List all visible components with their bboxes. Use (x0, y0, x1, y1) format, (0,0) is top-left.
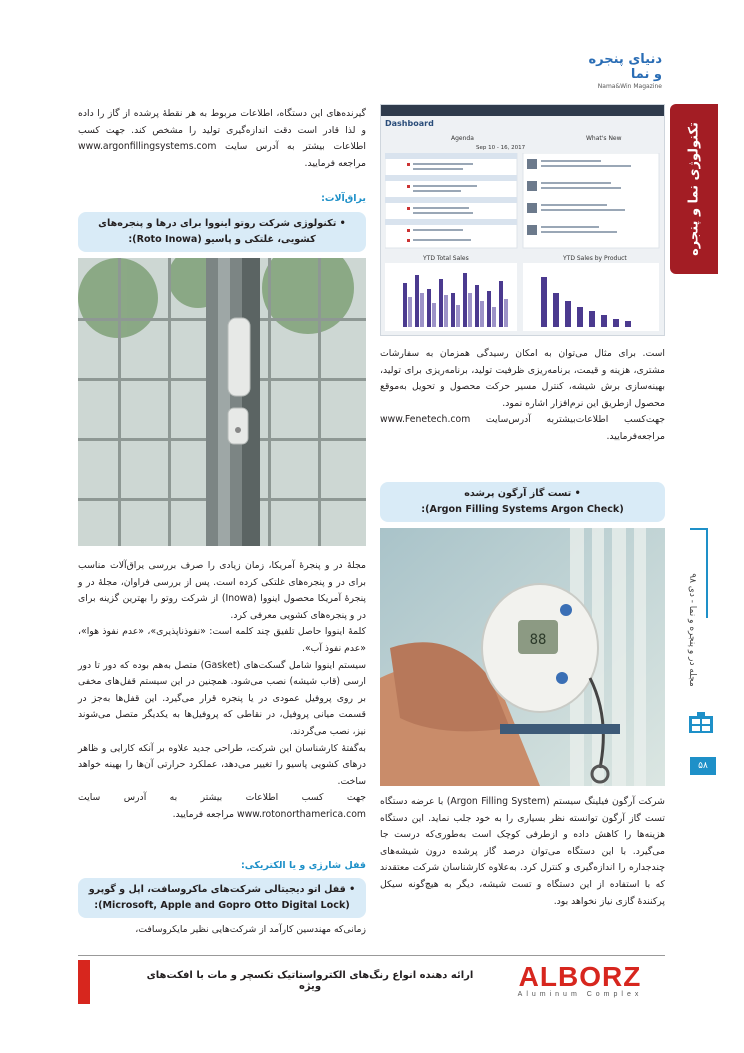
dashboard-agenda-label: Agenda (451, 135, 474, 142)
magazine-logo-en: Nama&Win Magazine (597, 83, 662, 90)
footer-divider (78, 955, 665, 956)
paragraph-roto-2: کلمهٔ اینووا حاصل تلفیق چند کلمه است: «نفوذناپذیری»، «عدم نفوذ هوا»، «عدم نفوذ آب». (78, 626, 366, 654)
paragraph-roto-link: جهت کسب اطلاعات بیشتر به آدرس سایت www.rotonorthamerica.com مراجعه فرمایید. (78, 792, 366, 820)
magazine-logo (586, 52, 662, 90)
alborz-side-mark (78, 960, 90, 1004)
paragraph-roto-4: به‌گفتهٔ کارشناسان این شرکت، طراحی جدید علاوه بر آنکه کارایی و ظاهر درهای کشویی پاسیو را تغییر می‌دهد، عملکرد حرارتی آن‌ها را بهینه خواهد ساخت. (78, 742, 366, 787)
paragraph-software: است. برای مثال می‌توان به امکان رسیدگی همزمان به سفارشات مشتری، هزینه و قیمت، برنامه‌ریزی ظرفیت تولید، برنامه‌ریزی برای تولید، بهینه‌سازی برش شیشه، کنترل مسیر حرکت محصول و تحویل به‌موقع محصول ازطریق این نرم‌افزار اشاره نمود. (380, 348, 665, 409)
page-number: ۵۸ (690, 757, 716, 775)
left-column-intro (78, 106, 366, 172)
dashboard-date-range: Sep 10 - 16, 2017 (476, 145, 526, 151)
argon-description (380, 794, 665, 910)
left-column-roto (78, 558, 366, 824)
argon-heading-box (380, 482, 665, 522)
section-heading-hardware: یراق‌آلات: (321, 193, 366, 204)
otto-heading-box (78, 878, 366, 918)
roto-heading-box (78, 212, 366, 252)
paragraph-otto: زمانی‌که مهندسین کارآمد از شرکت‌هایی نظیر مایکروسافت، (135, 924, 366, 935)
dashboard-title: Dashboard (385, 119, 434, 128)
alborz-logo-sub: Aluminum Complex (517, 991, 643, 998)
dashboard-charts (385, 263, 661, 333)
argon-heading-line2: (Argon Filling Systems Argon Check): (421, 504, 624, 515)
paragraph-argon-continued: گیرنده‌های این دستگاه، اطلاعات مربوط به هر نقطهٔ پرشده از گاز را داده و لذا قادر است دقت اندازه‌گیری تولید را مشخص کند. جهت کسب اطلاعات بیشتر به آدرس سایت www.argonfillingsystems.com مراجعه فرمایید. (78, 108, 366, 169)
paragraph-fenetech-link: جهت‌کسب اطلاعات‌بیشتربه آدرس‌سایت www.Fenetech.com مراجعه‌فرمایید. (380, 414, 665, 442)
roto-window-handle-photo (78, 258, 366, 546)
argon-heading-line1: • تست گاز آرگون پرشده (464, 488, 581, 499)
roto-heading-line1: • تکنولوژی شرکت روتو اینووا برای درها و پنجره‌های (98, 218, 346, 229)
paragraph-argon: شرکت آرگون فیلینگ سیستم (Argon Filling System) با عرضه دستگاه تست گاز آرگون توانسته نظر بسیاری را به خود جلب نماید. این دستگاه هزینه‌ها را کاهش داده و ازطرفی کوچک است به‌طوری‌که درست جا می‌گیرد. با این دستگاه می‌توان درصد گاز پرشده درون شیشه‌های چندجداره را اندازه‌گیری و کنترل کرد. به‌علاوه کارشناسان شرکت معتقدند که با استفاده از این دستگاه و تست شیشه، دیگر به هیچ‌گونه سیکل پرکنندهٔ گازی نیاز نخواهد بود. (380, 796, 665, 907)
section-heading-electric-lock: قفل شارژی و یا الکتریکی: (241, 860, 366, 871)
alborz-logo-text: ALBORZ (518, 961, 642, 992)
right-column-text (380, 346, 665, 446)
dashboard-chart2-title: YTD Sales by Product (563, 255, 627, 262)
dashboard-chart1-title: YTD Total Sales (423, 255, 469, 262)
otto-heading-line2: (Microsoft, Apple and Gopro Otto Digital Lock): (94, 900, 350, 911)
alborz-logo (495, 963, 665, 1003)
issue-label (672, 555, 712, 705)
window-icon (688, 712, 714, 734)
roto-heading-line2: کشویی، غلتکی و پاسیو (Roto Inowa): (128, 234, 316, 245)
issue-label-text: مجله در و پنجره و نما - دی ۹۸ (687, 573, 697, 687)
section-tab (670, 104, 718, 274)
paragraph-roto-3: سیستم اینووا شامل گسکت‌های (Gasket) متصل به‌هم بوده که دور تا دور ارسی (قاب شیشه) نصب می‌شود. همچنین در این سیستم قفل‌های مخفی بر روی پروفیل عمودی در یا پنجره قرار می‌گیرد. این قفل‌ها به‌جز در قسمت میانی پروفیل، در نقاطی که پروفیل‌ها به یکدیگر متصل می‌شوند نیز، نصب می‌گردند. (78, 659, 366, 737)
argon-check-device-photo (380, 528, 665, 786)
dashboard-agenda-list (385, 153, 661, 249)
software-dashboard-image (380, 104, 665, 336)
footer-slogan: ارائه دهنده انواع رنگ‌های الکترواستاتیک تکسچر و مات با افکت‌های ویژه (146, 970, 474, 992)
otto-heading-line1: • قفل اتو دیجیتالی شرکت‌های ماکروسافت، اپل و گوپرو (88, 884, 356, 895)
svg-text:88: 88 (529, 632, 547, 648)
paragraph-roto-1: مجلهٔ در و پنجرهٔ آمریکا، زمان زیادی را صرف بررسی یراق‌آلات مناسب برای در و پنجره‌های غلتکی کرده است. پس از بررسی فراوان، مجلهٔ در و پنجرهٔ آمریکا محصول اینووا (Inowa) از شرکت روتو را بهترین گزینه برای در و پنجره‌های کشویی معرفی کرد. (78, 560, 366, 621)
left-column-otto (78, 922, 366, 939)
section-tab-label: تکنولوژی نما و پنجره (686, 122, 702, 256)
dashboard-whatsnew-label: What's New (586, 135, 622, 142)
magazine-logo-fa: دنیای پنجره و نما (588, 52, 662, 82)
